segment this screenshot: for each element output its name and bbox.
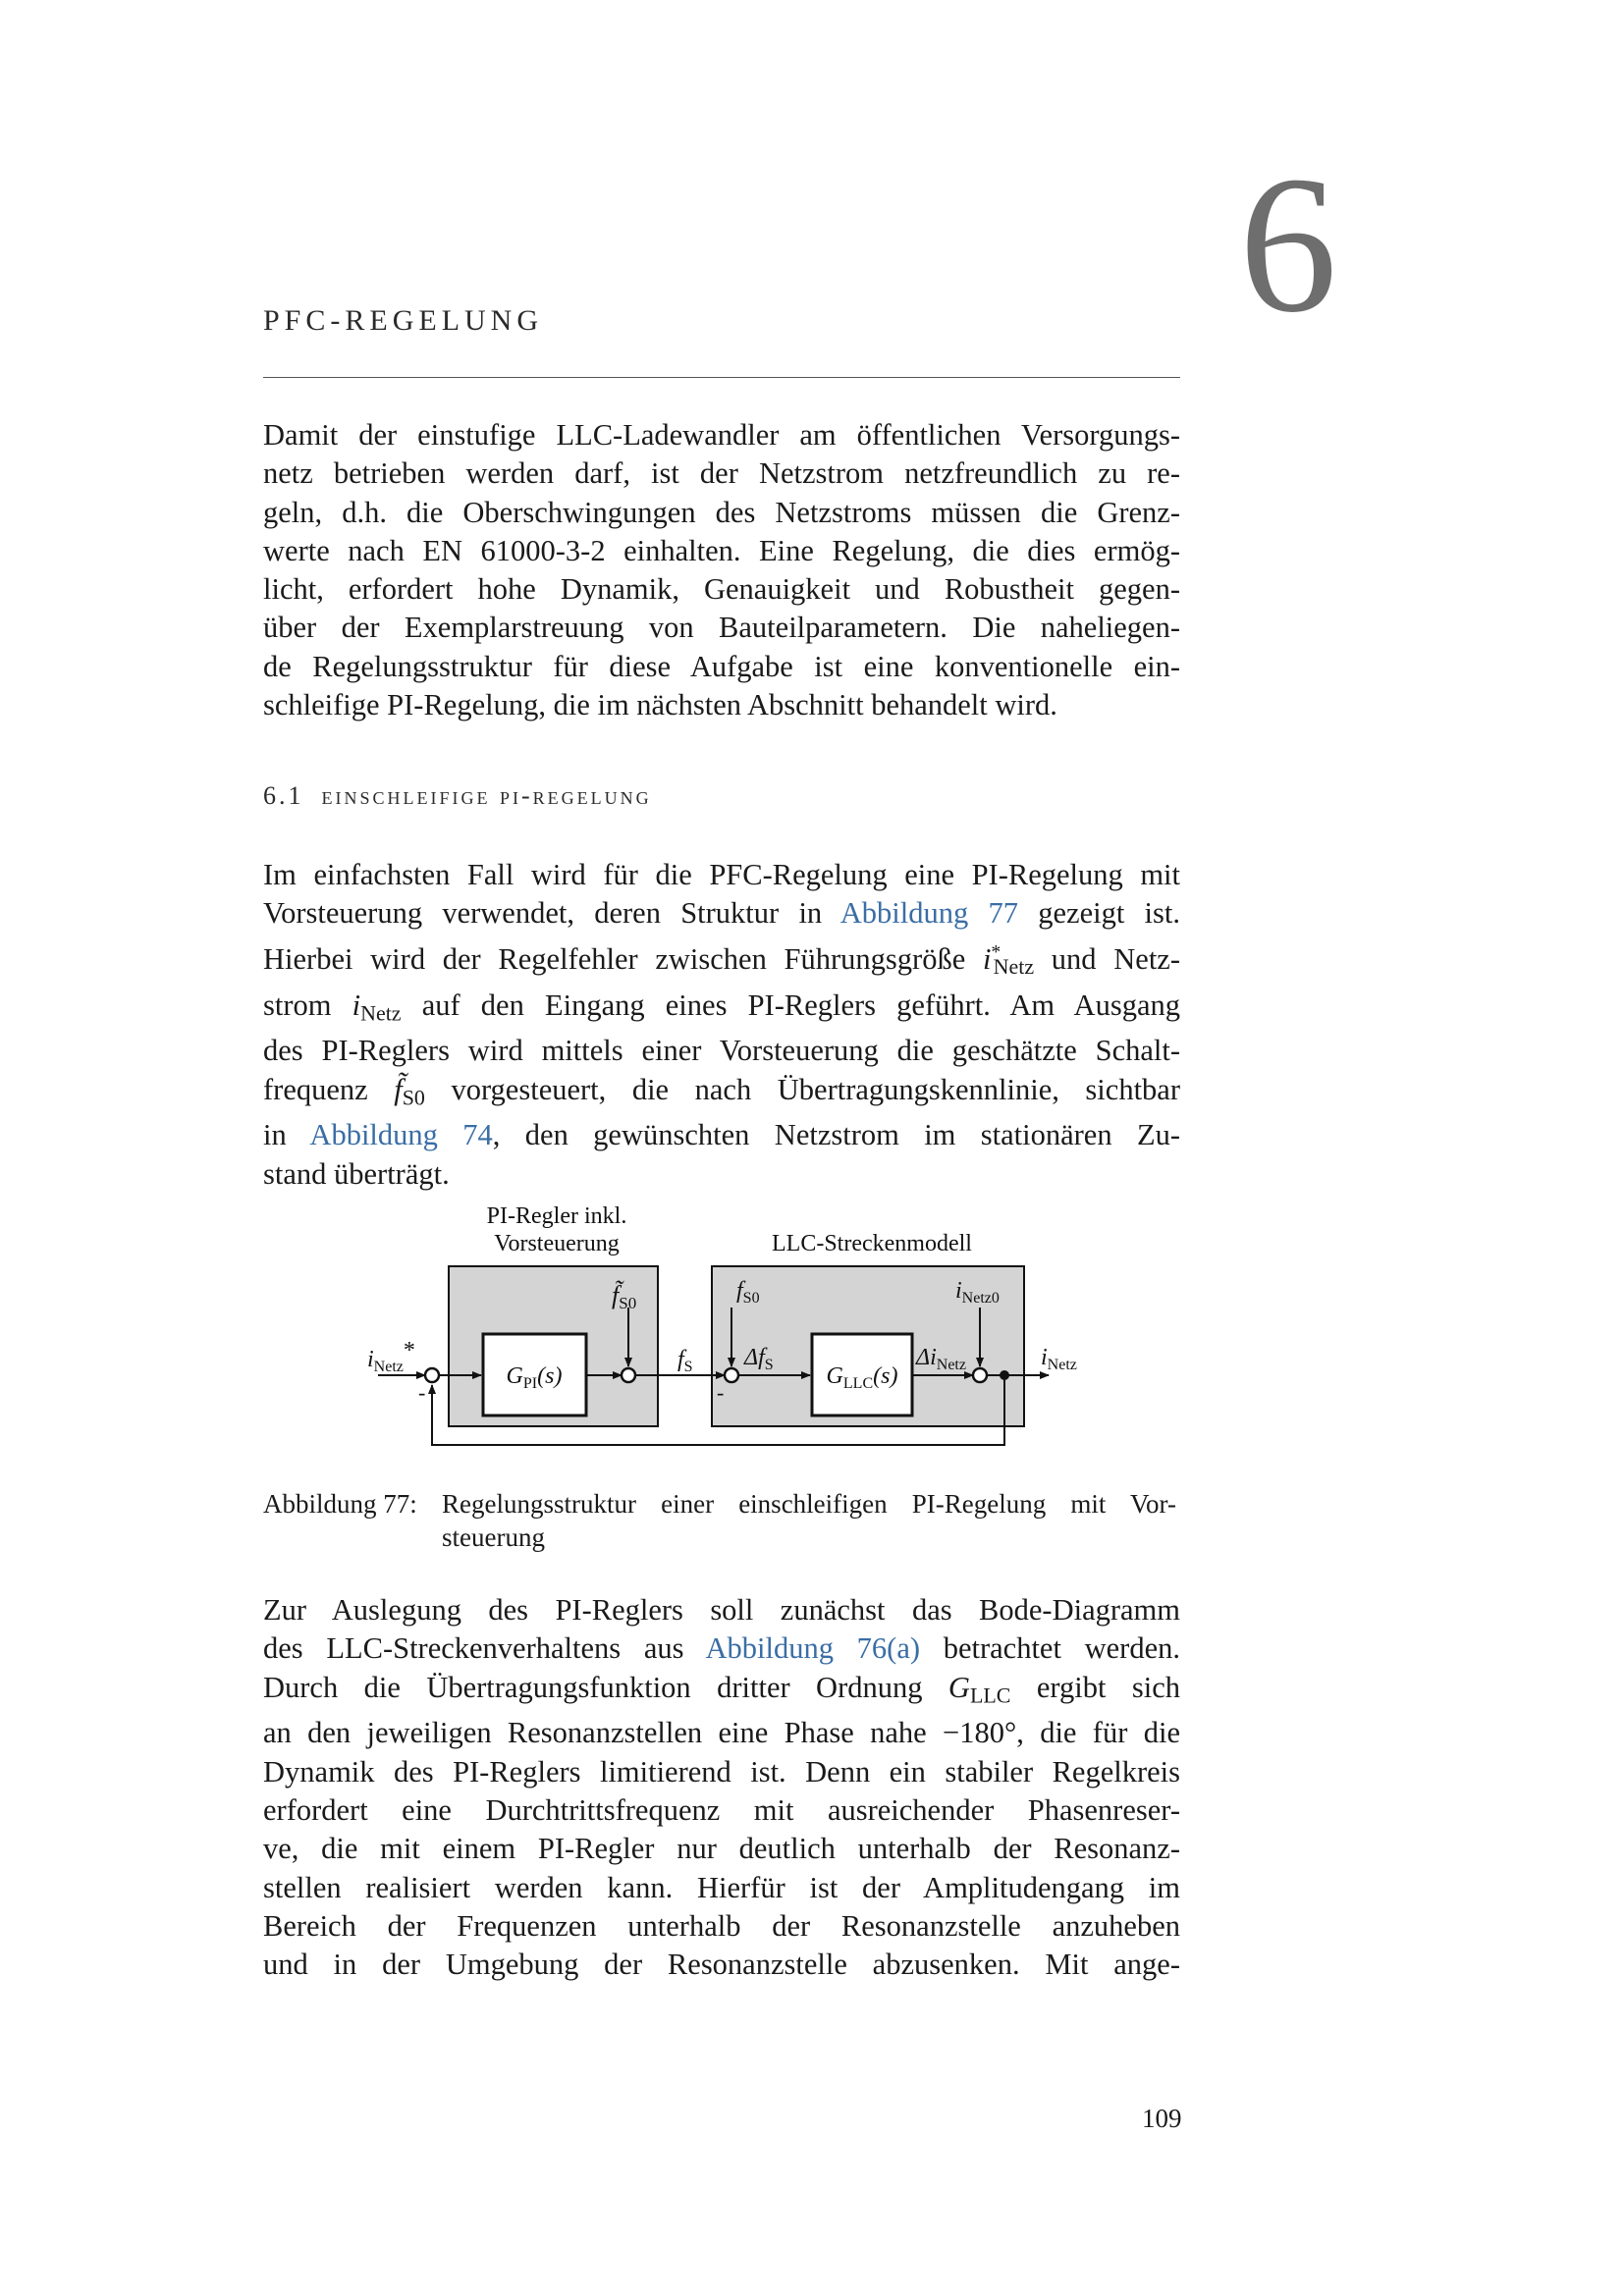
text-line: Im einfachsten Fall wird für die PFC-Regelung eine PI-Regelung mit bbox=[263, 858, 1180, 891]
sum-junction-delta-fs bbox=[725, 1368, 738, 1382]
pi-block-label-2: Vorsteuerung bbox=[494, 1231, 620, 1256]
text-line: licht, erfordert hohe Dynamik, Genauigkeit und Robustheit gegen- bbox=[263, 572, 1180, 607]
math-inetz: $i_{Netz}$ bbox=[352, 988, 402, 1026]
text-line: Durch die Übertragungsfunktion dritter Ordnung $G_{LLC}$ ergibt sich bbox=[263, 1670, 1180, 1708]
text-line: Damit der einstufige LLC-Ladewandler am öffentlichen Versorgungs- bbox=[263, 418, 1180, 452]
text-line: Vorsteuerung verwendet, deren Struktur in Abbildung 77 gezeigt ist. bbox=[263, 896, 1180, 931]
text-line: erfordert eine Durchtrittsfrequenz mit ausreichender Phasenreser- bbox=[263, 1792, 1180, 1827]
text-line: Dynamik des PI-Reglers limitierend ist. Denn ein stabiler Regelkreis bbox=[263, 1754, 1180, 1789]
paragraph-pi-regelung bbox=[263, 856, 1180, 1194]
caption-label: Abbildung 77: bbox=[263, 1489, 417, 1519]
text-line: strom $i_{Netz}$ auf den Eingang eines PI-Reglers geführt. Am Ausgang bbox=[263, 988, 1180, 1026]
fs-label: $f_S$ bbox=[677, 1347, 693, 1375]
math-inetz-star: $i^*_{Netz}$ bbox=[982, 940, 1035, 980]
sum-junction-feedforward bbox=[622, 1368, 635, 1382]
text-line: des LLC-Streckenverhaltens aus Abbildung 76(a) betrachtet werden. bbox=[263, 1631, 1180, 1666]
text-line: de Regelungsstruktur für diese Aufgabe ist eine konventionelle ein- bbox=[263, 649, 1180, 683]
section-number: 6.1 bbox=[263, 781, 304, 810]
figure-link-76a[interactable]: Abbildung 76(a) bbox=[705, 1631, 921, 1666]
math-gllc: $G_{LLC}$ bbox=[947, 1670, 1011, 1708]
text-line: netz betrieben werden darf, ist der Netzstrom netzfreundlich zu re- bbox=[263, 456, 1180, 491]
chapter-title: PFC-REGELUNG bbox=[263, 304, 544, 337]
branch-point bbox=[1000, 1370, 1009, 1380]
text-line: in Abbildung 74, den gewünschten Netzstrom im stationären Zu- bbox=[263, 1118, 1180, 1152]
figure-link-77[interactable]: Abbildung 77 bbox=[839, 896, 1018, 931]
paragraph-auslegung bbox=[263, 1591, 1180, 1984]
fs0-label: $f_{S0}$ bbox=[736, 1278, 760, 1307]
input-label: $i_{Netz}*$ bbox=[367, 1338, 415, 1375]
section-title: einschleifige pi-regelung bbox=[321, 781, 652, 810]
block-diagram-figure bbox=[353, 1190, 1100, 1465]
pi-block-label-1: PI-Regler inkl. bbox=[486, 1203, 627, 1229]
gllc-label: $G_{LLC}(s)$ bbox=[826, 1363, 898, 1392]
text-line: schleifige PI-Regelung, die im nächsten Abschnitt behandelt wird. bbox=[263, 688, 1057, 722]
text-line: an den jeweiligen Resonanzstellen eine Phase nahe −180°, die für die bbox=[263, 1716, 1180, 1750]
sum-junction-error bbox=[425, 1368, 439, 1382]
inetz0-label: $i_{Netz0}$ bbox=[955, 1278, 1000, 1307]
chapter-number: 6 bbox=[1239, 136, 1337, 353]
figure-link-74[interactable]: Abbildung 74 bbox=[309, 1118, 493, 1152]
math-fs0-tilde: $f̃_{S0}$ bbox=[394, 1072, 425, 1110]
text-line: frequenz $f̃_{S0}$ vorgesteuert, die nach Übertragungskennlinie, sichtbar bbox=[263, 1072, 1180, 1110]
delta-inetz-label: $\Delta i_{Netz}$ bbox=[916, 1345, 966, 1373]
text-line: stellen realisiert werden kann. Hierfür ist der Amplitudengang im bbox=[263, 1870, 1180, 1904]
caption-text: Regelungsstruktur einer einschleifigen PI-Regelung mit Vor- steuerung bbox=[442, 1489, 1176, 1552]
minus-sign: - bbox=[418, 1380, 426, 1405]
block-diagram bbox=[353, 1190, 1100, 1465]
text-line: Zur Auslegung des PI-Reglers soll zunächst das Bode-Diagramm bbox=[263, 1593, 1180, 1627]
intro-paragraph bbox=[263, 416, 1180, 724]
text-line: über der Exemplarstreuung von Bauteilparametern. Die naheliegen- bbox=[263, 611, 1180, 645]
chapter-rule bbox=[263, 377, 1180, 378]
plant-block-label: LLC-Streckenmodell bbox=[772, 1231, 972, 1256]
section-heading bbox=[263, 781, 652, 811]
figure-caption bbox=[263, 1487, 1180, 1554]
minus-sign: - bbox=[717, 1380, 725, 1405]
gpi-label: $G_{PI}(s)$ bbox=[506, 1363, 563, 1392]
text-line: stand überträgt. bbox=[263, 1156, 450, 1191]
output-label: $i_{Netz}$ bbox=[1041, 1345, 1077, 1373]
page-number: 109 bbox=[1142, 2104, 1182, 2133]
text-line: und in der Umgebung der Resonanzstelle abzusenken. Mit ange- bbox=[263, 1948, 1180, 1982]
sum-junction-output bbox=[973, 1368, 987, 1382]
text-line: des PI-Reglers wird mittels einer Vorsteuerung die geschätzte Schalt- bbox=[263, 1034, 1180, 1068]
fs0-tilde-label: f̃S0 bbox=[612, 1281, 637, 1312]
text-line: geln, d.h. die Oberschwingungen des Netzstroms müssen die Grenz- bbox=[263, 495, 1180, 529]
text-line: Hierbei wird der Regelfehler zwischen Führungsgröße $i^*_{Netz}$ und Netz- bbox=[263, 940, 1180, 980]
text-line: Bereich der Frequenzen unterhalb der Resonanzstelle anzuheben bbox=[263, 1908, 1180, 1943]
text-line: werte nach EN 61000-3-2 einhalten. Eine Regelung, die dies ermög- bbox=[263, 533, 1180, 567]
text-line: ve, die mit einem PI-Regler nur deutlich unterhalb der Resonanz- bbox=[263, 1832, 1180, 1866]
delta-fs-label: $\Delta f_S$ bbox=[744, 1345, 774, 1373]
